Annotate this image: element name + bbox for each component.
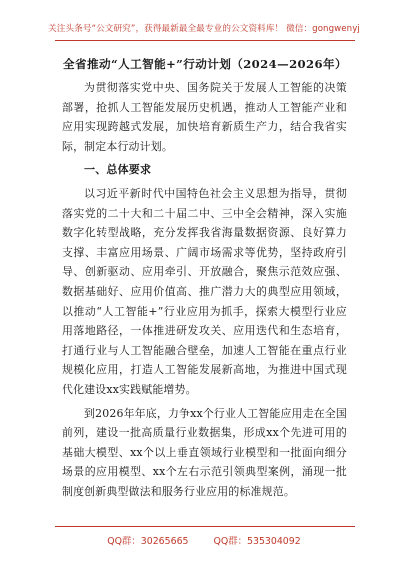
footer-rule xyxy=(55,526,355,527)
header-rule xyxy=(55,40,355,41)
section-heading: 一、总体要求 xyxy=(84,163,152,177)
intro-paragraph: 为贯彻落实党中央、国务院关于发展人工智能的决策部署，抢抓人工智能发展历史机遇，推动人工智能产业和应用实现跨越式发展，加快培育新质生产力，结合我省实际，制定本行动计划。 xyxy=(62,81,347,153)
document-title: 全省推动“人工智能+”行动计划（2024—2026年） xyxy=(63,57,347,71)
document-body xyxy=(62,78,347,505)
body-paragraph: 到2026年年底，力争xx个行业人工智能应用走在全国前列，建设一批高质量行业数据集，形成xx个先进可用的基础大模型、xx个以上垂直领域行业模型和一批面向细分场景的应用模型、xx个左右示范引领典型案例，涌现一批制度创新典型做法和服务行业应用的标准规范。 xyxy=(62,406,348,498)
promo-footer xyxy=(0,533,408,547)
qq-group-1: QQ群：30265665 xyxy=(107,536,189,547)
body-paragraph: 以习近平新时代中国特色社会主义思想为指导，贯彻落实党的二十大和二十届二中、三中全会精神，深入实施数字化转型战略，充分发挥我省海量数据资源、良好算力支撑、丰富应用场景、广阔市场需求等优势，坚持政府引导、创新驱动、应用牵引、开放融合，聚焦示范效应强、数据基础好、应用价值高、推广潜力大的典型应用领域，以推动“人工智能+”行业应用为抓手，探索大模型行业应用落地路径，一体推进研发攻关、应用迭代和生态培育，打通行业与人工智能融合壁垒，加速人工智能在重点行业规模化应用，打造人工智能发展新高地，为推进中国式现代化建设xx实践赋能增势。 xyxy=(62,186,347,396)
qq-group-2: QQ群：535304092 xyxy=(213,536,301,547)
promo-header: 关注头条号“公文研究”，获得最新最全最专业的公文资料库！ 微信：gongwenyj xyxy=(48,24,360,34)
